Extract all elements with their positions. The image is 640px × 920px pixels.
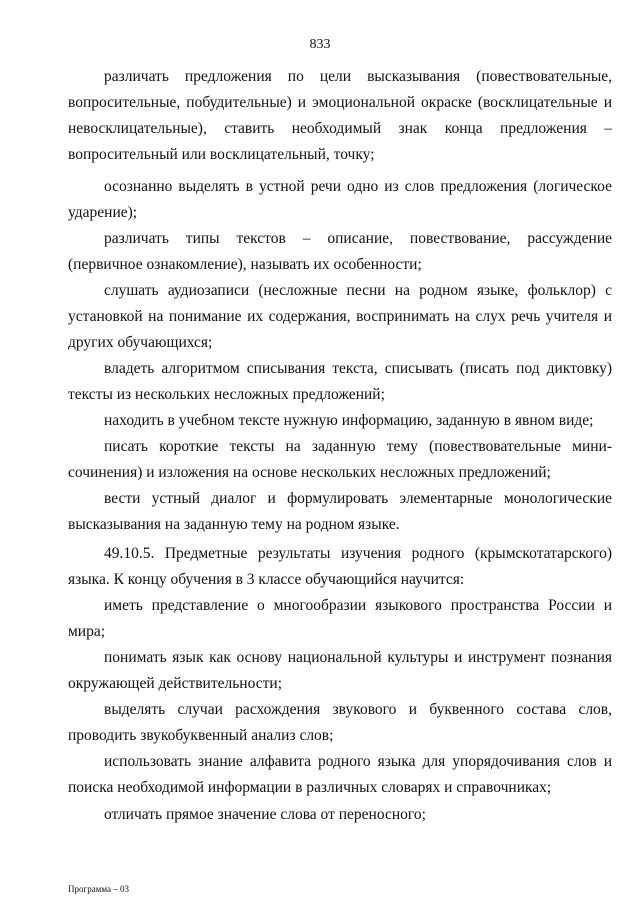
- paragraph-sentence-types: различать предложения по цели высказывания (повествовательные, вопросительные, побудительные) и эмоциональной окраске (восклицательные и невосклицательные), ставить необходимый знак конца предложения – вопросительный или восклицательный, точку;: [68, 68, 612, 163]
- paragraph-word-meaning: отличать прямое значение слова от переносного;: [104, 806, 426, 823]
- paragraph-text-types: различать типы текстов – описание, повествование, рассуждение (первичное ознакомление), называть их особенности;: [68, 230, 612, 273]
- page-number: 833: [309, 37, 331, 52]
- paragraph-find-info: находить в учебном тексте нужную информацию, заданную в явном виде;: [104, 412, 594, 429]
- paragraph-copying: владеть алгоритмом списывания текста, списывать (писать под диктовку) тексты из нескольких несложных предложений;: [68, 360, 612, 403]
- section-heading-49-10-5: 49.10.5. Предметные результаты изучения родного (крымскотатарского) языка. К концу обучения в 3 классе обучающийся научится:: [68, 545, 612, 588]
- paragraph-sound-letter: выделять случаи расхождения звукового и буквенного состава слов, проводить звукобуквенный анализ слов;: [68, 701, 612, 744]
- paragraph-writing: писать короткие тексты на заданную тему (повествовательные мини-сочинения) и изложения на основе нескольких несложных предложений;: [68, 438, 612, 481]
- paragraph-language-space: иметь представление о многообразии языкового пространства России и мира;: [68, 597, 612, 640]
- paragraph-listening: слушать аудиозаписи (несложные песни на родном языке, фольклор) с установкой на понимание их содержания, воспринимать на слух речь учителя и других обучающихся;: [68, 282, 612, 351]
- paragraph-alphabet: использовать знание алфавита родного языка для упорядочивания слов и поиска необходимой информации в различных словарях и справочниках;: [68, 753, 612, 796]
- footer-program-label: Программа – 03: [68, 884, 130, 894]
- paragraph-logical-stress: осознанно выделять в устной речи одно из слов предложения (логическое ударение);: [68, 178, 612, 221]
- paragraph-language-culture: понимать язык как основу национальной культуры и инструмент познания окружающей действительности;: [68, 649, 612, 692]
- paragraph-dialogue: вести устный диалог и формулировать элементарные монологические высказывания на заданную тему на родном языке.: [68, 490, 612, 533]
